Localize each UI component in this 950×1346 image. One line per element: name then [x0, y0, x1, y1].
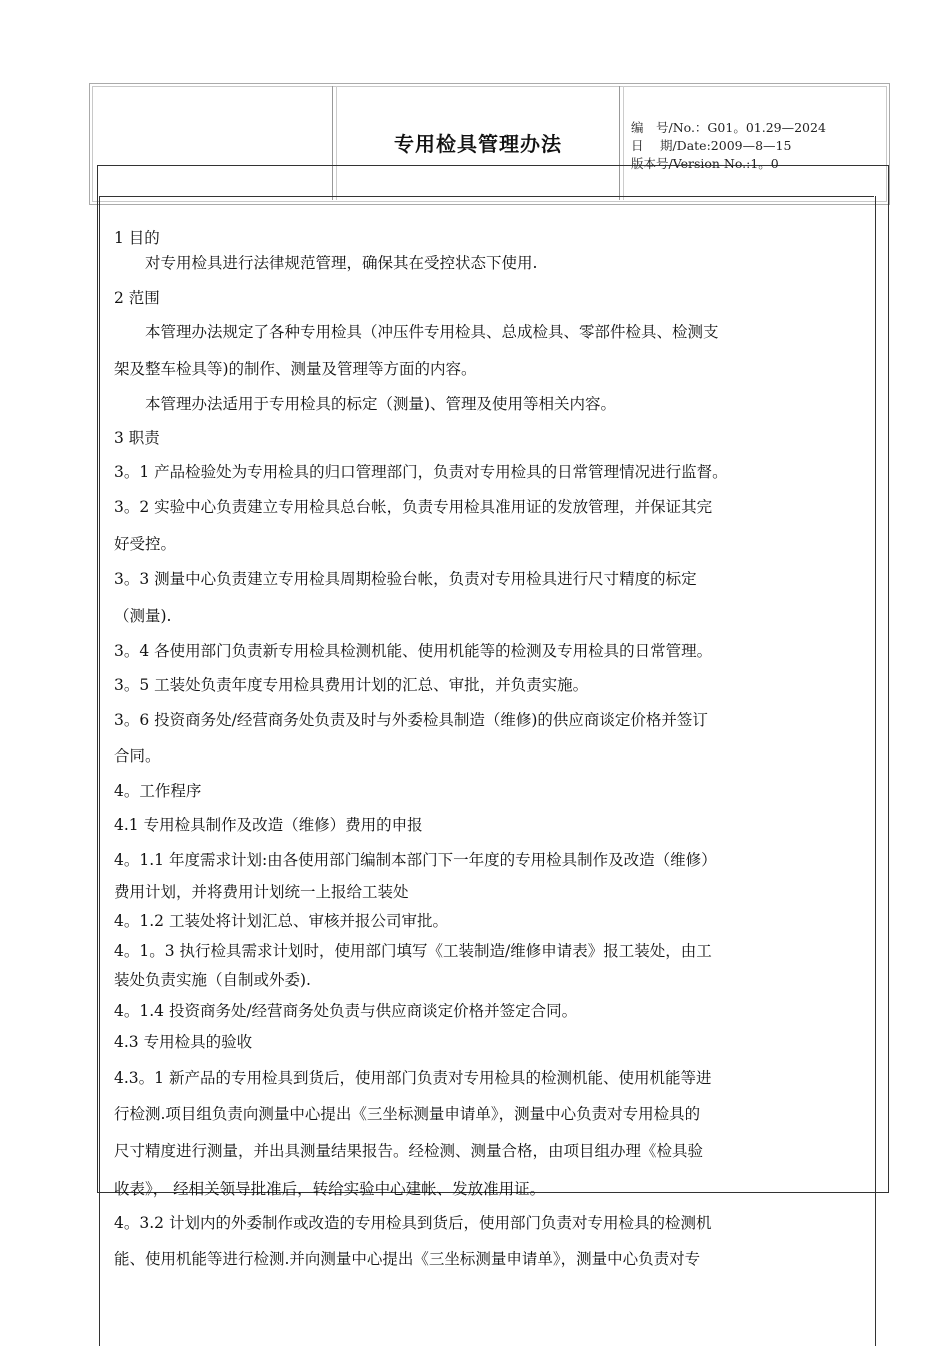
paragraph-line: 3。4 各使用部门负责新专用检具检测机能、使用机能等的检测及专用检具的日常管理。: [114, 642, 713, 660]
section-heading: 2 范围: [114, 289, 160, 307]
paragraph-line: （测量).: [114, 607, 172, 625]
doc-date: 日 期/Date:2009—8—15: [631, 138, 792, 153]
section-heading: 4。工作程序: [114, 782, 202, 800]
paragraph-line: 费用计划，并将费用计划统一上报给工装处: [114, 883, 409, 901]
doc-number: 编 号/No.：G01。01.29—2024: [631, 120, 826, 135]
paragraph-line: 4。1.1 年度需求计划:由各使用部门编制本部门下一年度的专用检具制作及改造（维修）: [114, 851, 717, 869]
paragraph-line: 本管理办法规定了各种专用检具（冲压件专用检具、总成检具、零部件检具、检测支: [145, 323, 719, 341]
paragraph-line: 能、使用机能等进行检测.并向测量中心提出《三坐标测量申请单》，测量中心负责对专: [114, 1250, 701, 1268]
body-frame-top-rule: [99, 196, 874, 197]
paragraph-line: 4。3.2 计划内的外委制作或改造的专用检具到货后，使用部门负责对专用检具的检测机: [114, 1214, 712, 1232]
paragraph-line: 对专用检具进行法律规范管理，确保其在受控状态下使用.: [145, 254, 538, 272]
doc-version: 版本号/Version No.:1。0: [631, 156, 779, 171]
paragraph-line: 3。6 投资商务处/经营商务处负责及时与外委检具制造（维修)的供应商谈定价格并签订: [114, 711, 708, 729]
paragraph-line: 本管理办法适用于专用检具的标定（测量)、管理及使用等相关内容。: [145, 395, 617, 413]
paragraph-line: 4。1.4 投资商务处/经营商务处负责与供应商谈定价格并签定合同。: [114, 1002, 578, 1020]
paragraph-line: 4.3。1 新产品的专用检具到货后，使用部门负责对专用检具的检测机能、使用机能等进: [114, 1069, 712, 1087]
subsection-heading: 4.3 专用检具的验收: [114, 1033, 253, 1051]
paragraph-line: 行检测.项目组负责向测量中心提出《三坐标测量申请单》，测量中心负责对专用检具的: [114, 1105, 701, 1123]
document-meta: [631, 119, 826, 173]
document-title: 专用检具管理办法: [394, 132, 562, 156]
paragraph-line: 3。1 产品检验处为专用检具的归口管理部门，负责对专用检具的日常管理情况进行监督。: [114, 463, 728, 481]
paragraph-line: 合同。: [114, 747, 161, 765]
section-heading: 3 职责: [114, 429, 160, 447]
paragraph-line: 装处负责实施（自制或外委).: [114, 971, 311, 989]
paragraph-line: 架及整车检具等)的制作、测量及管理等方面的内容。: [114, 360, 477, 378]
paragraph-line: 3。2 实验中心负责建立专用检具总台帐，负责专用检具准用证的发放管理，并保证其完: [114, 498, 713, 516]
paragraph-line: 3。5 工装处负责年度专用检具费用计划的汇总、审批，并负责实施。: [114, 676, 589, 694]
paragraph-line: 4。1。3 执行检具需求计划时，使用部门填写《工装制造/维修申请表》报工装处，由工: [114, 942, 712, 960]
subsection-heading: 4.1 专用检具制作及改造（维修）费用的申报: [114, 816, 423, 834]
paragraph-line: 4。1.2 工装处将计划汇总、审核并报公司审批。: [114, 912, 448, 930]
paragraph-line: 3。3 测量中心负责建立专用检具周期检验台帐，负责对专用检具进行尺寸精度的标定: [114, 570, 697, 588]
paragraph-line: 好受控。: [114, 535, 177, 553]
section-heading: 1 目的: [114, 229, 160, 247]
paragraph-line: 收表》， 经相关领导批准后，转给实验中心建帐、发放准用证。: [114, 1180, 546, 1198]
paragraph-line: 尺寸精度进行测量，并出具测量结果报告。经检测、测量合格，由项目组办理《检具验: [114, 1142, 704, 1160]
